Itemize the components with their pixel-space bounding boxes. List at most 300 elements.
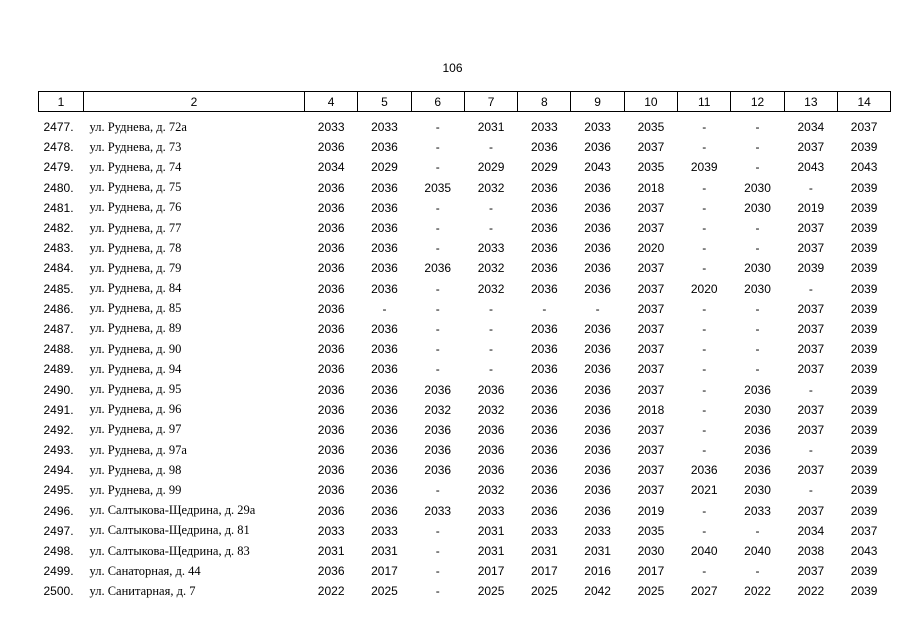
year-cell: 2036 xyxy=(744,443,771,458)
row-number: 2499. xyxy=(43,564,74,579)
year-cell: - xyxy=(702,503,707,518)
year-cell: 2036 xyxy=(584,422,611,437)
year-cell: 2025 xyxy=(637,584,665,599)
year-cell: 2036 xyxy=(530,402,558,417)
year-cell: 2033 xyxy=(584,523,611,538)
year-cell: - xyxy=(755,160,760,175)
column-header: 5 xyxy=(358,92,411,112)
row-address: ул. Руднева, д. 76 xyxy=(89,200,182,215)
year-cell: - xyxy=(755,120,760,135)
year-cell: 2036 xyxy=(371,382,398,397)
year-cell: - xyxy=(702,140,707,155)
data-table xyxy=(38,91,891,602)
year-cell: 2016 xyxy=(584,564,611,579)
year-cell: - xyxy=(382,301,387,316)
row-number: 2492. xyxy=(43,422,74,437)
year-cell: - xyxy=(489,200,494,215)
year-cell: 2022 xyxy=(744,584,771,599)
year-cell: 2030 xyxy=(637,544,665,559)
year-cell: - xyxy=(755,301,760,316)
year-cell: 2036 xyxy=(584,342,611,357)
year-cell: 2017 xyxy=(371,564,398,579)
year-cell: 2019 xyxy=(637,503,665,518)
year-cell: - xyxy=(702,402,707,417)
row-address: ул. Руднева, д. 73 xyxy=(89,139,182,154)
row-address: ул. Руднева, д. 85 xyxy=(89,301,182,316)
year-cell: 2036 xyxy=(530,221,558,236)
year-cell: - xyxy=(755,221,760,236)
year-cell: 2037 xyxy=(797,301,825,316)
year-cell: 2036 xyxy=(584,221,611,236)
row-number: 2498. xyxy=(43,544,74,559)
year-cell: 2036 xyxy=(371,221,398,236)
year-cell: 2036 xyxy=(584,362,611,377)
year-cell: - xyxy=(435,564,440,579)
year-cell: 2032 xyxy=(424,402,452,417)
year-cell: 2036 xyxy=(584,483,611,498)
row-number: 2477. xyxy=(43,120,74,135)
year-cell: 2036 xyxy=(317,281,345,296)
year-cell: 2036 xyxy=(371,241,398,256)
row-number: 2478. xyxy=(43,140,74,155)
year-cell: 2037 xyxy=(797,140,825,155)
year-cell: - xyxy=(702,301,707,316)
year-cell: 2030 xyxy=(744,402,771,417)
year-cell: 2036 xyxy=(530,463,558,478)
table-row xyxy=(39,112,891,138)
year-cell: 2025 xyxy=(530,584,558,599)
year-cell: 2036 xyxy=(317,261,345,276)
year-cell: 2036 xyxy=(371,402,398,417)
year-cell: 2043 xyxy=(850,160,878,175)
year-cell: 2018 xyxy=(637,180,665,195)
year-cell: 2037 xyxy=(637,200,665,215)
year-cell: 2018 xyxy=(637,402,665,417)
year-cell: 2036 xyxy=(584,180,611,195)
year-cell: 2036 xyxy=(584,241,611,256)
year-cell: - xyxy=(489,140,494,155)
year-cell: - xyxy=(489,342,494,357)
row-number: 2493. xyxy=(43,443,74,458)
year-cell: 2039 xyxy=(850,483,878,498)
year-cell: 2037 xyxy=(797,422,825,437)
row-address: ул. Руднева, д. 79 xyxy=(89,260,182,275)
year-cell: 2036 xyxy=(317,342,345,357)
year-cell: 2037 xyxy=(637,321,665,336)
row-address: ул. Санаторная, д. 44 xyxy=(89,563,201,578)
year-cell: 2033 xyxy=(424,503,452,518)
table-row xyxy=(39,420,891,440)
year-cell: 2039 xyxy=(690,160,718,175)
year-cell: 2037 xyxy=(637,301,665,316)
year-cell: 2037 xyxy=(797,463,825,478)
year-cell: 2036 xyxy=(584,402,611,417)
row-address: ул. Руднева, д. 97 xyxy=(89,422,182,437)
row-address: ул. Руднева, д. 78 xyxy=(89,240,182,255)
row-number: 2479. xyxy=(43,160,74,175)
year-cell: 2036 xyxy=(477,463,505,478)
year-cell: 2033 xyxy=(744,503,771,518)
table-row xyxy=(39,581,891,601)
column-header: 14 xyxy=(837,92,890,112)
table-row xyxy=(39,299,891,319)
year-cell: 2036 xyxy=(371,140,398,155)
year-cell: 2036 xyxy=(744,382,771,397)
year-cell: - xyxy=(702,362,707,377)
year-cell: 2039 xyxy=(850,463,878,478)
year-cell: 2030 xyxy=(744,180,771,195)
year-cell: 2037 xyxy=(850,523,878,538)
year-cell: - xyxy=(702,564,707,579)
row-address: ул. Руднева, д. 94 xyxy=(89,361,182,376)
year-cell: 2033 xyxy=(530,120,558,135)
header-row xyxy=(39,92,891,112)
row-address: ул. Руднева, д. 95 xyxy=(89,382,182,397)
year-cell: - xyxy=(755,321,760,336)
year-cell: - xyxy=(755,342,760,357)
year-cell: 2022 xyxy=(797,584,825,599)
year-cell: 2039 xyxy=(850,281,878,296)
year-cell: 2031 xyxy=(477,523,505,538)
year-cell: - xyxy=(435,584,440,599)
row-number: 2496. xyxy=(43,503,74,518)
year-cell: - xyxy=(808,483,813,498)
table-row xyxy=(39,339,891,359)
year-cell: 2031 xyxy=(477,544,505,559)
year-cell: 2039 xyxy=(850,321,878,336)
table-row xyxy=(39,218,891,238)
year-cell: 2037 xyxy=(797,241,825,256)
year-cell: 2036 xyxy=(317,463,345,478)
year-cell: - xyxy=(702,180,707,195)
year-cell: 2036 xyxy=(371,503,398,518)
year-cell: 2034 xyxy=(797,523,825,538)
row-address: ул. Руднева, д. 84 xyxy=(89,281,182,296)
year-cell: 2036 xyxy=(584,503,611,518)
row-number: 2485. xyxy=(43,281,74,296)
row-number: 2488. xyxy=(43,342,74,357)
year-cell: 2038 xyxy=(797,544,825,559)
row-address: ул. Руднева, д. 89 xyxy=(89,321,182,336)
year-cell: 2036 xyxy=(317,443,345,458)
row-number: 2480. xyxy=(43,180,74,195)
row-address: ул. Санитарная, д. 7 xyxy=(89,583,196,598)
year-cell: 2039 xyxy=(850,221,878,236)
year-cell: 2037 xyxy=(637,140,665,155)
year-cell: 2036 xyxy=(317,140,345,155)
year-cell: 2042 xyxy=(584,584,611,599)
year-cell: 2037 xyxy=(797,402,825,417)
year-cell: 2040 xyxy=(744,544,771,559)
year-cell: 2039 xyxy=(850,362,878,377)
year-cell: 2043 xyxy=(584,160,611,175)
table-row xyxy=(39,157,891,177)
year-cell: 2039 xyxy=(850,200,878,215)
row-address: ул. Салтыкова-Щедрина, д. 29а xyxy=(89,503,256,518)
year-cell: - xyxy=(435,523,440,538)
year-cell: 2036 xyxy=(317,503,345,518)
year-cell: - xyxy=(702,120,707,135)
table-row xyxy=(39,198,891,218)
year-cell: 2025 xyxy=(477,584,505,599)
year-cell: 2032 xyxy=(477,402,505,417)
year-cell: - xyxy=(755,523,760,538)
year-cell: 2036 xyxy=(530,241,558,256)
table-row xyxy=(39,460,891,480)
year-cell: - xyxy=(702,422,707,437)
year-cell: - xyxy=(435,301,440,316)
year-cell: 2033 xyxy=(371,120,398,135)
year-cell: 2021 xyxy=(690,483,718,498)
year-cell: 2033 xyxy=(584,120,611,135)
row-address: ул. Салтыкова-Щедрина, д. 81 xyxy=(89,523,250,538)
year-cell: 2031 xyxy=(584,544,611,559)
year-cell: 2037 xyxy=(797,564,825,579)
table-row xyxy=(39,319,891,339)
year-cell: 2037 xyxy=(637,221,665,236)
year-cell: 2036 xyxy=(371,321,398,336)
year-cell: 2031 xyxy=(371,544,398,559)
column-header: 7 xyxy=(464,92,517,112)
year-cell: 2032 xyxy=(477,261,505,276)
year-cell: 2017 xyxy=(637,564,665,579)
year-cell: 2036 xyxy=(317,180,345,195)
year-cell: - xyxy=(435,200,440,215)
year-cell: 2036 xyxy=(317,241,345,256)
year-cell: - xyxy=(702,221,707,236)
year-cell: 2036 xyxy=(530,503,558,518)
year-cell: 2036 xyxy=(371,483,398,498)
year-cell: - xyxy=(435,321,440,336)
row-address: ул. Салтыкова-Щедрина, д. 83 xyxy=(89,543,250,558)
year-cell: 2039 xyxy=(850,301,878,316)
table-row xyxy=(39,258,891,278)
year-cell: 2036 xyxy=(371,261,398,276)
table-body xyxy=(39,112,891,602)
year-cell: - xyxy=(808,443,813,458)
year-cell: - xyxy=(542,301,547,316)
year-cell: 2034 xyxy=(797,120,825,135)
year-cell: 2039 xyxy=(850,140,878,155)
table-row xyxy=(39,137,891,157)
year-cell: 2036 xyxy=(530,382,558,397)
year-cell: 2036 xyxy=(530,180,558,195)
year-cell: 2037 xyxy=(637,342,665,357)
year-cell: 2037 xyxy=(797,362,825,377)
row-address: ул. Руднева, д. 90 xyxy=(89,341,182,356)
year-cell: 2043 xyxy=(797,160,825,175)
column-header: 6 xyxy=(411,92,464,112)
year-cell: - xyxy=(435,342,440,357)
year-cell: 2036 xyxy=(371,281,398,296)
row-number: 2482. xyxy=(43,221,74,236)
year-cell: - xyxy=(702,342,707,357)
year-cell: 2033 xyxy=(371,523,398,538)
year-cell: 2036 xyxy=(584,281,611,296)
year-cell: 2036 xyxy=(584,261,611,276)
year-cell: 2037 xyxy=(637,362,665,377)
year-cell: 2039 xyxy=(850,342,878,357)
year-cell: 2036 xyxy=(317,382,345,397)
year-cell: 2036 xyxy=(317,402,345,417)
table-row xyxy=(39,379,891,399)
year-cell: 2036 xyxy=(584,463,611,478)
year-cell: - xyxy=(702,321,707,336)
year-cell: 2036 xyxy=(424,261,452,276)
year-cell: 2030 xyxy=(744,261,771,276)
year-cell: 2035 xyxy=(424,180,452,195)
year-cell: 2030 xyxy=(744,200,771,215)
year-cell: 2020 xyxy=(690,281,718,296)
year-cell: 2037 xyxy=(797,321,825,336)
year-cell: 2036 xyxy=(530,261,558,276)
column-header: 8 xyxy=(518,92,571,112)
year-cell: - xyxy=(435,281,440,296)
row-number: 2481. xyxy=(43,200,74,215)
column-header: 11 xyxy=(678,92,731,112)
year-cell: 2036 xyxy=(530,422,558,437)
year-cell: 2036 xyxy=(477,443,505,458)
year-cell: 2035 xyxy=(637,160,665,175)
year-cell: 2036 xyxy=(530,483,558,498)
column-header: 13 xyxy=(784,92,837,112)
table-row xyxy=(39,480,891,500)
year-cell: - xyxy=(435,544,440,559)
table-row xyxy=(39,359,891,379)
table-row xyxy=(39,541,891,561)
year-cell: - xyxy=(702,443,707,458)
year-cell: 2039 xyxy=(850,180,878,195)
page-number: 106 xyxy=(442,61,463,75)
year-cell: 2017 xyxy=(530,564,558,579)
year-cell: 2037 xyxy=(797,503,825,518)
year-cell: 2033 xyxy=(317,120,345,135)
table-row xyxy=(39,400,891,420)
year-cell: 2036 xyxy=(371,342,398,357)
year-cell: 2036 xyxy=(530,140,558,155)
year-cell: 2036 xyxy=(584,200,611,215)
year-cell: 2032 xyxy=(477,483,505,498)
year-cell: 2039 xyxy=(850,564,878,579)
year-cell: 2036 xyxy=(371,362,398,377)
year-cell: 2039 xyxy=(850,241,878,256)
year-cell: 2036 xyxy=(424,463,452,478)
table-row xyxy=(39,561,891,581)
year-cell: 2034 xyxy=(317,160,345,175)
year-cell: 2037 xyxy=(637,382,665,397)
year-cell: 2036 xyxy=(317,362,345,377)
year-cell: 2037 xyxy=(637,463,665,478)
year-cell: 2039 xyxy=(850,422,878,437)
year-cell: 2037 xyxy=(637,443,665,458)
year-cell: - xyxy=(808,180,813,195)
year-cell: 2036 xyxy=(317,221,345,236)
row-address: ул. Руднева, д. 77 xyxy=(89,220,182,235)
year-cell: 2036 xyxy=(477,422,505,437)
row-address: ул. Руднева, д. 97а xyxy=(89,442,187,457)
year-cell: - xyxy=(755,140,760,155)
year-cell: 2020 xyxy=(637,241,665,256)
year-cell: 2036 xyxy=(744,422,771,437)
year-cell: 2033 xyxy=(477,503,505,518)
year-cell: 2043 xyxy=(850,544,878,559)
row-number: 2483. xyxy=(43,241,74,256)
year-cell: - xyxy=(808,382,813,397)
year-cell: - xyxy=(489,362,494,377)
year-cell: 2039 xyxy=(850,402,878,417)
year-cell: 2036 xyxy=(584,382,611,397)
year-cell: 2037 xyxy=(637,422,665,437)
year-cell: 2037 xyxy=(850,120,878,135)
row-number: 2486. xyxy=(43,301,74,316)
year-cell: - xyxy=(702,200,707,215)
year-cell: 2036 xyxy=(371,443,398,458)
year-cell: 2036 xyxy=(477,382,505,397)
year-cell: 2029 xyxy=(530,160,558,175)
year-cell: 2033 xyxy=(477,241,505,256)
year-cell: - xyxy=(702,261,707,276)
year-cell: 2036 xyxy=(584,140,611,155)
year-cell: 2039 xyxy=(850,584,878,599)
row-number: 2494. xyxy=(43,463,74,478)
table-row xyxy=(39,238,891,258)
year-cell: 2029 xyxy=(477,160,505,175)
year-cell: - xyxy=(435,160,440,175)
table-row xyxy=(39,501,891,521)
year-cell: - xyxy=(489,301,494,316)
year-cell: 2019 xyxy=(797,200,825,215)
year-cell: 2036 xyxy=(317,200,345,215)
year-cell: 2033 xyxy=(317,523,345,538)
column-header: 9 xyxy=(571,92,624,112)
year-cell: 2036 xyxy=(317,321,345,336)
year-cell: - xyxy=(702,241,707,256)
row-address: ул. Руднева, д. 98 xyxy=(89,462,182,477)
year-cell: 2030 xyxy=(744,281,771,296)
year-cell: 2027 xyxy=(690,584,718,599)
year-cell: 2036 xyxy=(530,200,558,215)
year-cell: 2036 xyxy=(371,463,398,478)
year-cell: 2025 xyxy=(371,584,398,599)
year-cell: 2039 xyxy=(850,382,878,397)
year-cell: 2036 xyxy=(371,180,398,195)
year-cell: - xyxy=(435,221,440,236)
year-cell: 2039 xyxy=(850,443,878,458)
year-cell: - xyxy=(808,281,813,296)
year-cell: 2031 xyxy=(317,544,345,559)
year-cell: 2017 xyxy=(477,564,505,579)
year-cell: 2032 xyxy=(477,180,505,195)
year-cell: 2039 xyxy=(850,503,878,518)
row-number: 2484. xyxy=(43,261,74,276)
year-cell: 2036 xyxy=(744,463,771,478)
column-header: 1 xyxy=(39,92,84,112)
year-cell: 2036 xyxy=(317,422,345,437)
year-cell: - xyxy=(755,241,760,256)
year-cell: 2037 xyxy=(637,281,665,296)
row-number: 2495. xyxy=(43,483,74,498)
row-address: ул. Руднева, д. 99 xyxy=(89,482,182,497)
year-cell: 2036 xyxy=(371,422,398,437)
column-header: 12 xyxy=(731,92,784,112)
year-cell: 2036 xyxy=(690,463,718,478)
year-cell: 2029 xyxy=(371,160,398,175)
year-cell: - xyxy=(702,523,707,538)
year-cell: - xyxy=(435,241,440,256)
table-row xyxy=(39,178,891,198)
year-cell: 2033 xyxy=(530,523,558,538)
year-cell: 2039 xyxy=(797,261,825,276)
